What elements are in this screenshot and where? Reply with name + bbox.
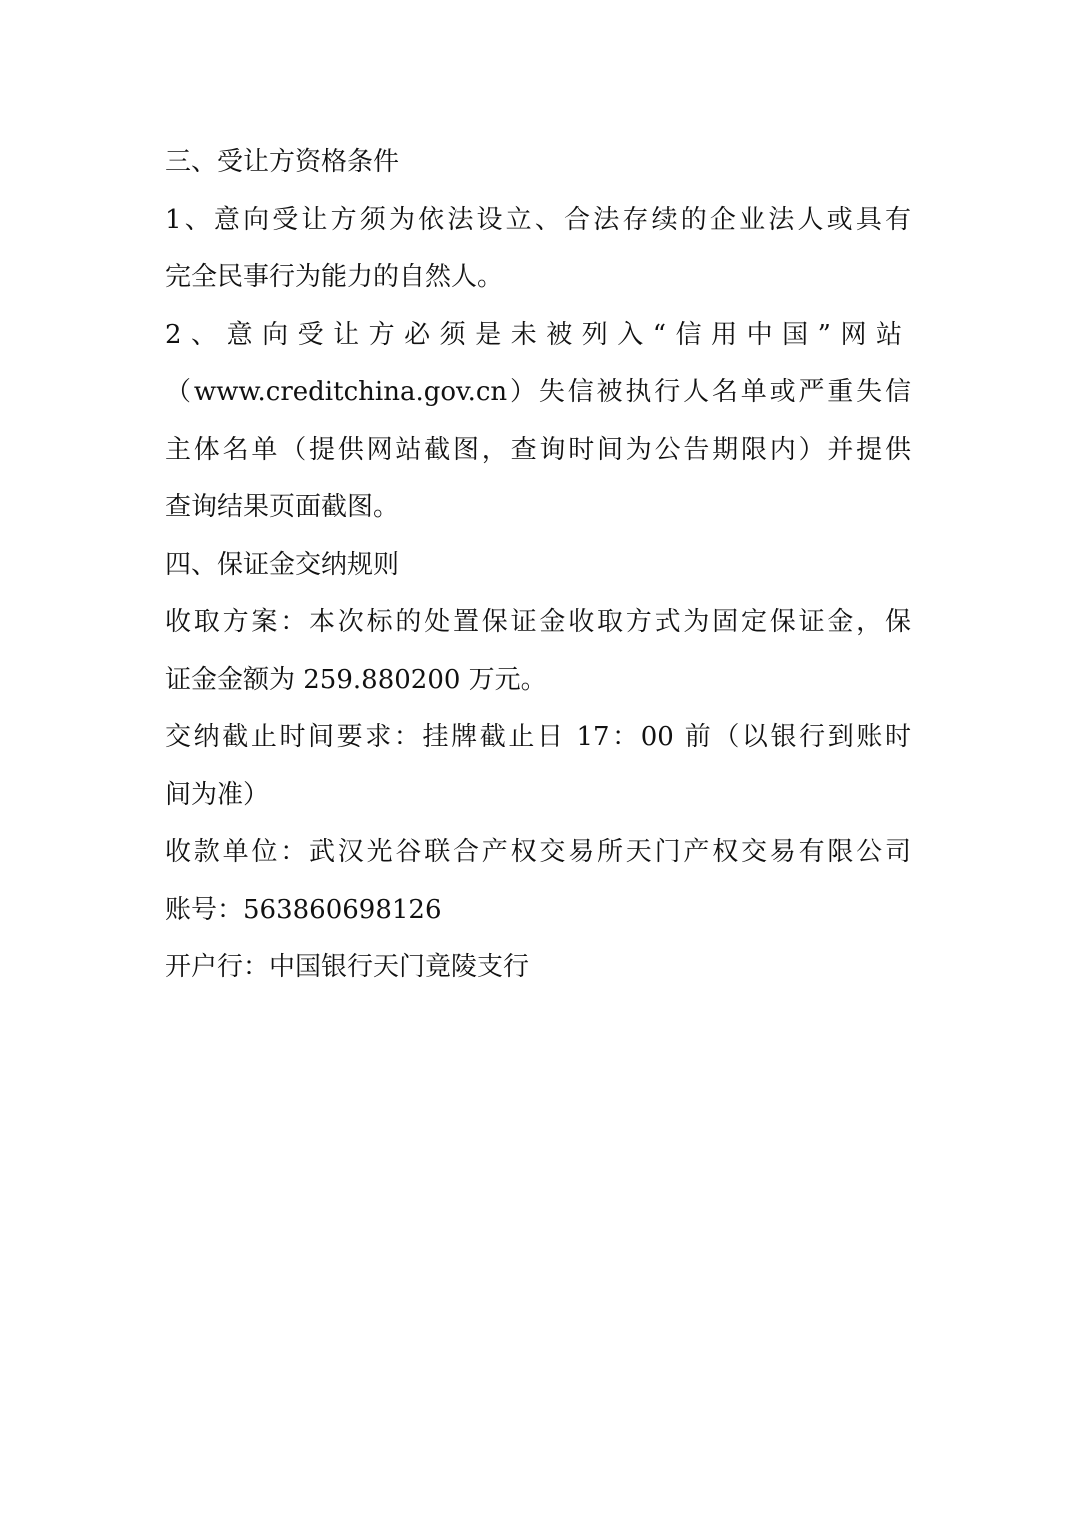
item2-line4: 查询结果页面截图。 bbox=[165, 492, 400, 522]
section3-heading: 三、受让方资格条件 bbox=[165, 147, 400, 177]
section4-heading: 四、保证金交纳规则 bbox=[165, 549, 400, 580]
account-line: 账号：563860698126 bbox=[165, 894, 442, 925]
item1-line1: 1、意向受让方须为依法设立、合法存续的企业法人或具有 bbox=[165, 204, 911, 235]
item2-line2: （www.creditchina.gov.cn）失信被执行人名单或严重失信 bbox=[165, 377, 911, 407]
item1-line2: 完全民事行为能力的自然人。 bbox=[165, 262, 504, 292]
payee-line: 收款单位：武汉光谷联合产权交易所天门产权交易有限公司 bbox=[165, 837, 911, 867]
deadline-line2: 间为准） bbox=[165, 779, 270, 810]
item2-line3: 主体名单（提供网站截图，查询时间为公告期限内）并提供 bbox=[165, 434, 911, 465]
item2-line1: 2、意向受让方必须是未被列入“信用中国”网站 bbox=[165, 319, 911, 350]
document-body bbox=[165, 134, 911, 997]
bank-line: 开户行：中国银行天门竟陵支行 bbox=[165, 952, 530, 982]
deadline-line1: 交纳截止时间要求：挂牌截止日 17：00 前（以银行到账时 bbox=[165, 722, 911, 752]
collection-line2: 证金金额为 259.880200 万元。 bbox=[165, 664, 547, 695]
collection-line1: 收取方案：本次标的处置保证金收取方式为固定保证金，保 bbox=[165, 607, 911, 637]
